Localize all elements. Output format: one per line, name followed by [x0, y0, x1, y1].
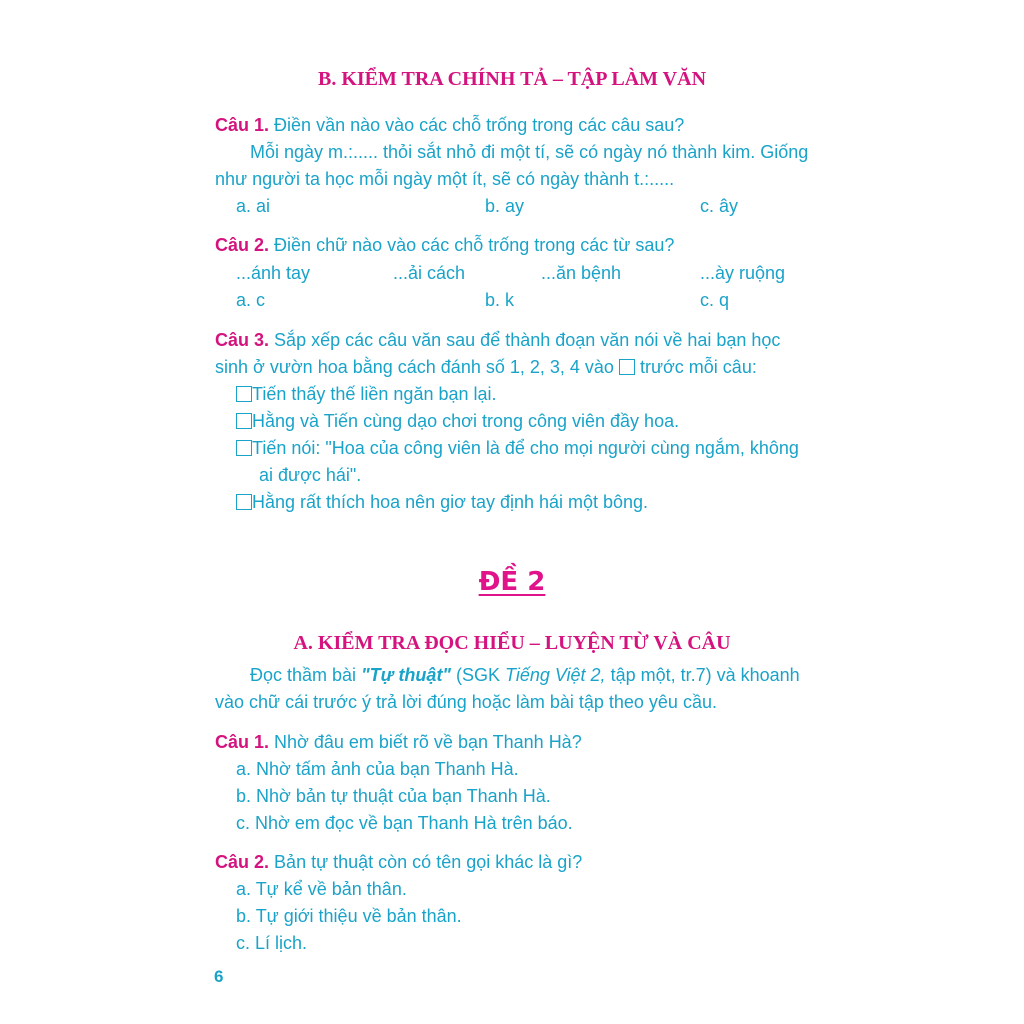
a2-option-a: a. Tự kể về bản thân. [236, 879, 407, 899]
question-label: Câu 1. [215, 115, 270, 135]
b1-option-b: b. ay [485, 196, 525, 216]
item-text: Tiến nói: "Hoa của công viên là để cho mọi người cùng ngắm, không [252, 438, 799, 458]
b3-item-1 [236, 383, 497, 405]
question-b2 [215, 234, 674, 256]
exam-title: ĐỀ 2 [478, 567, 546, 597]
item-text: Hằng và Tiến cùng dạo chơi trong công viên đầy hoa. [252, 411, 680, 431]
a2-option-c: c. Lí lịch. [236, 933, 308, 953]
question-label: Câu 1. [215, 732, 270, 752]
a-intro-line1 [250, 664, 800, 686]
question-b1 [215, 114, 684, 136]
question-text: Sắp xếp các câu văn sau để thành đoạn văn nói về hai bạn học [274, 330, 781, 350]
book-title: Tiếng Việt 2, [504, 665, 606, 685]
b2-word-4: ...ày ruộng [700, 263, 786, 283]
answer-box[interactable] [236, 494, 252, 510]
answer-box[interactable] [236, 386, 252, 402]
a1-option-c: c. Nhờ em đọc về bạn Thanh Hà trên báo. [236, 813, 573, 833]
b1-line2: như người ta học mỗi ngày một ít, sẽ có ngày thành t.:..... [215, 169, 675, 189]
b2-word-3: ...ăn bệnh [541, 263, 622, 283]
b1-line1: Mỗi ngày m.:..... thỏi sắt nhỏ đi một tí, sẽ có ngày nó thành kim. Giống [250, 142, 809, 162]
b1-option-c: c. ây [700, 196, 739, 216]
a1-option-b: b. Nhờ bản tự thuật của bạn Thanh Hà. [236, 786, 551, 806]
question-text: Nhờ đâu em biết rõ về bạn Thanh Hà? [274, 732, 582, 752]
b3-item-3-cont: ai được hái". [259, 465, 362, 485]
intro-text: Đọc thầm bài [250, 665, 362, 685]
question-a1 [215, 731, 582, 753]
question-label: Câu 3. [215, 330, 270, 350]
lesson-title: "Tự thuật" [361, 665, 451, 685]
question-text: Điền vần nào vào các chỗ trống trong các câu sau? [274, 115, 685, 135]
b1-option-a: a. ai [236, 196, 271, 216]
b3-item-2 [236, 410, 679, 432]
b2-option-b: b. k [485, 290, 515, 310]
b3-line2-text: sinh ở vườn hoa bằng cách đánh số 1, 2, 3, 4 vào [215, 357, 614, 377]
b2-word-1: ...ánh tay [236, 263, 311, 283]
intro-text: tập một, tr.7) và khoanh [605, 665, 800, 685]
question-label: Câu 2. [215, 235, 270, 255]
b3-line2 [215, 356, 757, 378]
question-label: Câu 2. [215, 852, 270, 872]
question-text: Bản tự thuật còn có tên gọi khác là gì? [274, 852, 583, 872]
question-a2 [215, 851, 582, 873]
b2-option-c: c. q [700, 290, 730, 310]
a-intro-line2: vào chữ cái trước ý trả lời đúng hoặc làm bài tập theo yêu cầu. [215, 692, 717, 712]
intro-text: (SGK [450, 665, 505, 685]
item-text: Hằng rất thích hoa nên giơ tay định hái một bông. [252, 492, 649, 512]
b3-item-4 [236, 491, 648, 513]
question-b3 [215, 329, 780, 351]
b3-line2-tail: trước mỗi câu: [639, 357, 757, 377]
section-a-title: A. KIỂM TRA ĐỌC HIỂU – LUYỆN TỪ VÀ CÂU [293, 632, 731, 654]
question-text: Điền chữ nào vào các chỗ trống trong các từ sau? [274, 235, 675, 255]
item-text: Tiến thấy thế liền ngăn bạn lại. [252, 384, 497, 404]
answer-box[interactable] [236, 440, 252, 456]
section-b-title: B. KIỂM TRA CHÍNH TẢ – TẬP LÀM VĂN [317, 68, 707, 90]
b2-word-2: ...ải cách [393, 263, 466, 283]
checkbox-icon [619, 359, 635, 375]
answer-box[interactable] [236, 413, 252, 429]
page-number: 6 [214, 967, 224, 986]
a2-option-b: b. Tự giới thiệu về bản thân. [236, 906, 462, 926]
b3-item-3 [236, 437, 799, 459]
b2-option-a: a. c [236, 290, 266, 310]
a1-option-a: a. Nhờ tấm ảnh của bạn Thanh Hà. [236, 759, 519, 779]
